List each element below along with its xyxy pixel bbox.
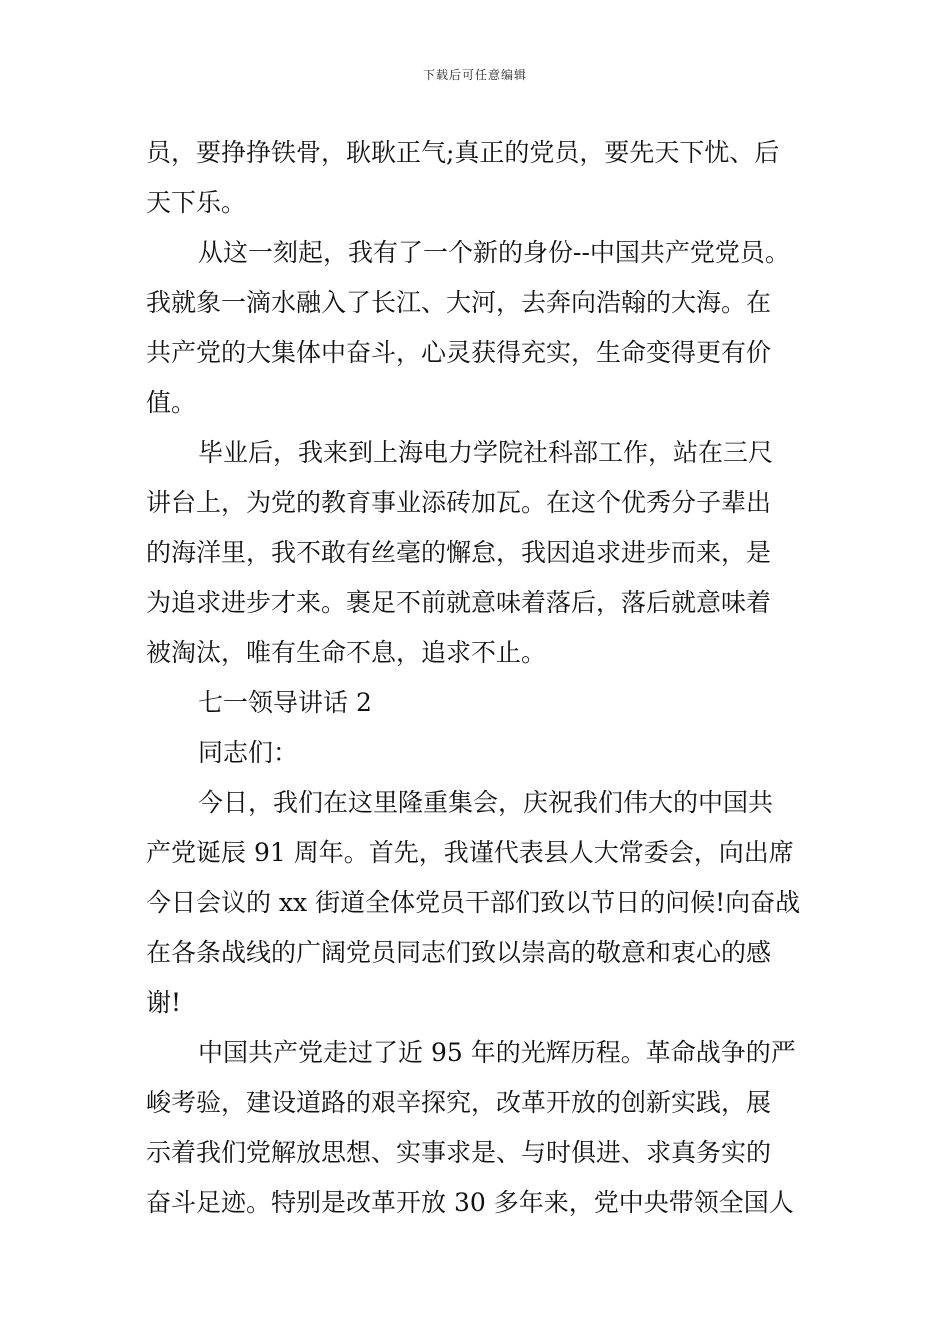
text-line: 天下乐。 bbox=[146, 188, 247, 217]
paragraph-start-line: 今日，我们在这里隆重集会，庆祝我们伟大的中国共 bbox=[198, 788, 774, 817]
text-line: 被淘汰，唯有生命不息，追求不止。 bbox=[146, 638, 547, 667]
salutation: 同志们： bbox=[198, 738, 299, 767]
text-line: 谢! bbox=[146, 988, 182, 1017]
text-line: 在各条战线的广阔党员同志们致以崇高的敬意和衷心的感 bbox=[146, 938, 772, 967]
text-line: 产党诞辰 91 周年。首先，我谨代表县人大常委会，向出席 bbox=[146, 838, 794, 867]
text-line: 讲台上，为党的教育事业添砖加瓦。在这个优秀分子辈出 bbox=[146, 488, 772, 517]
text-line: 今日会议的 xx 街道全体党员干部们致以节日的问候!向奋战 bbox=[146, 888, 801, 917]
section-title: 七一领导讲话 2 bbox=[198, 688, 372, 717]
text-line: 的海洋里，我不敢有丝毫的懈怠，我因追求进步而来，是 bbox=[146, 538, 772, 567]
text-line: 奋斗足迹。特别是改革开放 30 多年来，党中央带领全国人 bbox=[146, 1188, 794, 1217]
text-line: 示着我们党解放思想、实事求是、与时俱进、求真务实的 bbox=[146, 1138, 772, 1167]
text-line: 共产党的大集体中奋斗，心灵获得充实，生命变得更有价 bbox=[146, 338, 772, 367]
header-note: 下载后可任意编辑 bbox=[422, 68, 527, 82]
text-line: 员，要挣挣铁骨，耿耿正气;真正的党员，要先天下忧、后 bbox=[146, 138, 780, 167]
text-line: 为追求进步才来。裹足不前就意味着落后，落后就意味着 bbox=[146, 588, 772, 617]
text-line: 我就象一滴水融入了长江、大河，去奔向浩翰的大海。在 bbox=[146, 288, 772, 317]
paragraph-start-line: 中国共产党走过了近 95 年的光辉历程。革命战争的严 bbox=[198, 1038, 796, 1067]
text-line: 值。 bbox=[146, 388, 197, 417]
document-body bbox=[146, 128, 814, 1228]
text-line: 峻考验，建设道路的艰辛探究，改革开放的创新实践，展 bbox=[146, 1088, 772, 1117]
paragraph-start-line: 毕业后，我来到上海电力学院社科部工作，站在三尺 bbox=[198, 438, 774, 467]
paragraph-start-line: 从这一刻起，我有了一个新的身份--中国共产党党员。 bbox=[198, 238, 790, 267]
